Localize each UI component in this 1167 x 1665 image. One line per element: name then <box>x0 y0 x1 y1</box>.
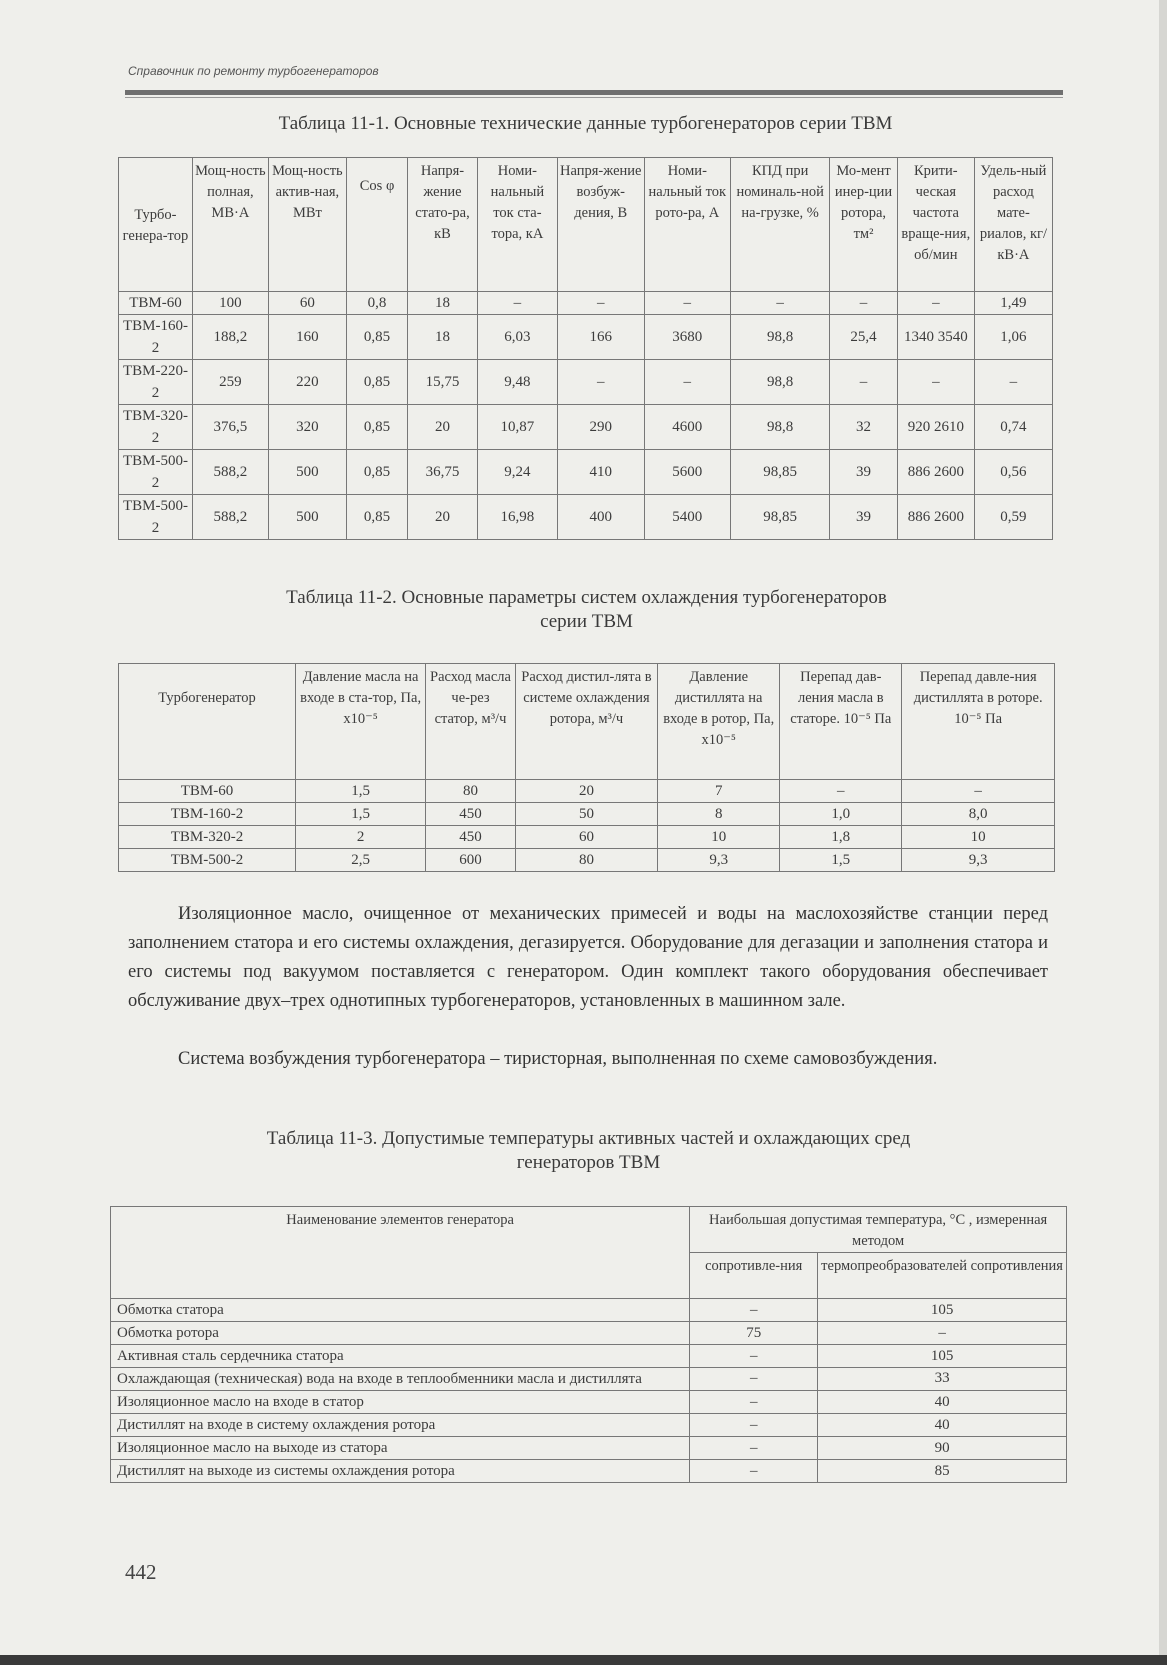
table-cell: – <box>780 780 902 803</box>
table-cell: 18 <box>408 292 478 315</box>
table-row <box>119 803 1055 826</box>
table-cell: – <box>558 360 645 405</box>
table3-header-temp: Наибольшая допустимая температура, °С , измеренная методом <box>690 1207 1067 1253</box>
table-row <box>119 849 1055 872</box>
table-cell: 25,4 <box>830 315 898 360</box>
table-cell: – <box>644 292 731 315</box>
table2-header: Давление дистиллята на входе в ротор, Па, х10⁻⁵ <box>658 664 780 780</box>
table-cell: Обмотка статора <box>111 1299 690 1322</box>
table-cell: 0,85 <box>346 360 407 405</box>
table-cell: ТВМ-500-2 <box>119 495 193 540</box>
table-cell: 80 <box>515 849 657 872</box>
table2-caption-line1: Таблица 11-2. Основные параметры систем охлаждения турбогенераторов <box>286 587 887 608</box>
table-cell: 5400 <box>644 495 731 540</box>
table-cell: 600 <box>426 849 516 872</box>
table-cell: – <box>830 360 898 405</box>
table-cell: ТВМ-160-2 <box>119 315 193 360</box>
table-cell: 9,3 <box>658 849 780 872</box>
table-row <box>111 1437 1067 1460</box>
table1-header: Напря-жение возбуж-дения, В <box>558 158 645 292</box>
table-cell: 98,8 <box>731 315 830 360</box>
table-cell: 500 <box>268 495 346 540</box>
paragraph-1: Изоляционное масло, очищенное от механических примесей и воды на маслохозяйстве станции перед заполнением статора и его системы охлаждения, дегазируется. Оборудование для дегазации и заполнения статора и его системы под вакуумом поставляется с генератором. Один комплект такого оборудования обеспечивает обслуживание двух–трех однотипных турбогенераторов, установленных в машинном зале. <box>128 904 1048 1011</box>
table-cell: 1,0 <box>780 803 902 826</box>
table-cell: 20 <box>408 495 478 540</box>
table-cell: 9,3 <box>902 849 1055 872</box>
table-cell: 1,49 <box>974 292 1052 315</box>
table-cell: – <box>818 1322 1067 1345</box>
table-cell: 0,8 <box>346 292 407 315</box>
table-cell: – <box>830 292 898 315</box>
table-cell: 105 <box>818 1345 1067 1368</box>
table-cell: ТВМ-60 <box>119 780 296 803</box>
table-cell: 588,2 <box>192 495 268 540</box>
table-row <box>111 1299 1067 1322</box>
table-cell: ТВМ-320-2 <box>119 826 296 849</box>
table-cell: – <box>644 360 731 405</box>
table1-header: Удель-ный расход мате-риалов, кг/кВ·А <box>974 158 1052 292</box>
table1-header: Cos φ <box>346 158 407 292</box>
table-cell: – <box>477 292 557 315</box>
table-cell: – <box>690 1460 818 1483</box>
table1-header: Мощ-ность актив-ная, МВт <box>268 158 346 292</box>
table-cell: – <box>558 292 645 315</box>
table-cell: 886 2600 <box>897 495 974 540</box>
table-cell: 0,74 <box>974 405 1052 450</box>
table-row <box>119 826 1055 849</box>
table-cell: ТВМ-500-2 <box>119 849 296 872</box>
table-row <box>119 495 1053 540</box>
table-cell: 100 <box>192 292 268 315</box>
table-cell: 8,0 <box>902 803 1055 826</box>
table-cell: 20 <box>408 405 478 450</box>
table-cell: 32 <box>830 405 898 450</box>
table-cell: 886 2600 <box>897 450 974 495</box>
table2-header: Перепад давле-ния дистиллята в роторе. 10⁻⁵ Па <box>902 664 1055 780</box>
table-cell: 50 <box>515 803 657 826</box>
table-cell: 410 <box>558 450 645 495</box>
table-cell: 1,5 <box>296 803 426 826</box>
table1-header: Мощ-ность полная, МВ·А <box>192 158 268 292</box>
table3-caption <box>110 1127 1067 1175</box>
table-cell: Дистиллят на входе в систему охлаждения ротора <box>111 1414 690 1437</box>
table-cell: 39 <box>830 495 898 540</box>
table-row <box>111 1345 1067 1368</box>
table1-header: Номи-нальный ток ста-тора, кА <box>477 158 557 292</box>
table-cell: 105 <box>818 1299 1067 1322</box>
table-cell: – <box>690 1391 818 1414</box>
table-cell: 2 <box>296 826 426 849</box>
table-cell: 160 <box>268 315 346 360</box>
table-cell: 0,85 <box>346 450 407 495</box>
table-cell: 40 <box>818 1414 1067 1437</box>
table-row <box>119 405 1053 450</box>
table-cell: 98,85 <box>731 450 830 495</box>
table-cell: Активная сталь сердечника статора <box>111 1345 690 1368</box>
table-row <box>111 1391 1067 1414</box>
table-cell: 36,75 <box>408 450 478 495</box>
table-cell: 0,59 <box>974 495 1052 540</box>
paragraph-2: Система возбуждения турбогенератора – тиристорная, выполненная по схеме самовозбуждения. <box>178 1049 938 1069</box>
table-cell: 320 <box>268 405 346 450</box>
table-cell: ТВМ-320-2 <box>119 405 193 450</box>
table-cell: 1340 3540 <box>897 315 974 360</box>
table-cell: 5600 <box>644 450 731 495</box>
table-cell: Изоляционное масло на выходе из статора <box>111 1437 690 1460</box>
table2-header: Расход дистил-лята в системе охлаждения ротора, м³/ч <box>515 664 657 780</box>
table1-header: Напря-жение стато-ра, кВ <box>408 158 478 292</box>
table-cell: 290 <box>558 405 645 450</box>
table-cell: 8 <box>658 803 780 826</box>
table1-caption: Таблица 11-1. Основные технические данные турбогенераторов серии ТВМ <box>278 113 893 134</box>
table-cell: 259 <box>192 360 268 405</box>
table-cell: 16,98 <box>477 495 557 540</box>
header-rule <box>125 90 1063 95</box>
table-cell: 188,2 <box>192 315 268 360</box>
table-cell: Охлаждающая (техническая) вода на входе в теплообменники масла и дистиллята <box>111 1368 690 1391</box>
table-cell: 0,85 <box>346 405 407 450</box>
table2 <box>118 663 1055 872</box>
table-cell: 10 <box>658 826 780 849</box>
table3-header-resist: сопротивле-ния <box>690 1253 818 1299</box>
table2-header: Перепад дав-ления масла в статоре. 10⁻⁵ Па <box>780 664 902 780</box>
table2-header: Турбогенератор <box>119 664 296 780</box>
table1-header: Номи-нальный ток рото-ра, А <box>644 158 731 292</box>
table-cell: 98,85 <box>731 495 830 540</box>
table-cell: 1,5 <box>296 780 426 803</box>
table-row <box>111 1460 1067 1483</box>
table-cell: 500 <box>268 450 346 495</box>
table-cell: – <box>902 780 1055 803</box>
table2-caption <box>118 586 1055 634</box>
table-cell: 0,85 <box>346 315 407 360</box>
table2-header-row <box>119 664 1055 780</box>
table-cell: 9,48 <box>477 360 557 405</box>
table3-caption-line1: Таблица 11-3. Допустимые температуры активных частей и охлаждающих сред <box>266 1128 911 1149</box>
table-cell: 0,85 <box>346 495 407 540</box>
table3-caption-line2: генераторов ТВМ <box>516 1152 661 1173</box>
table1-header: КПД при номиналь-ной на-грузке, % <box>731 158 830 292</box>
table-cell: 15,75 <box>408 360 478 405</box>
table3-header-row <box>111 1207 1067 1253</box>
table-cell: 400 <box>558 495 645 540</box>
table1-header-row <box>119 158 1053 292</box>
table-cell: – <box>690 1414 818 1437</box>
header-rule-thin <box>125 97 1063 98</box>
table-cell: 60 <box>515 826 657 849</box>
table-cell: 18 <box>408 315 478 360</box>
table-cell: 90 <box>818 1437 1067 1460</box>
running-head: Справочник по ремонту турбогенераторов <box>128 64 379 78</box>
table3-header-name: Наименование элементов генератора <box>111 1207 690 1299</box>
table-cell: 220 <box>268 360 346 405</box>
table-cell: 40 <box>818 1391 1067 1414</box>
table-cell: 39 <box>830 450 898 495</box>
table-row <box>111 1414 1067 1437</box>
table-cell: 9,24 <box>477 450 557 495</box>
table-row <box>119 315 1053 360</box>
table-cell: 60 <box>268 292 346 315</box>
table-row <box>111 1322 1067 1345</box>
table-cell: 98,8 <box>731 360 830 405</box>
table-cell: – <box>690 1345 818 1368</box>
table-row <box>119 360 1053 405</box>
table-cell: 2,5 <box>296 849 426 872</box>
table-row <box>111 1368 1067 1391</box>
table-cell: ТВМ-220-2 <box>119 360 193 405</box>
table2-caption-line2: серии ТВМ <box>540 611 633 632</box>
table-cell: – <box>690 1368 818 1391</box>
table-row <box>119 450 1053 495</box>
table-cell: – <box>731 292 830 315</box>
table-row <box>119 292 1053 315</box>
table-cell: – <box>897 292 974 315</box>
table-cell: – <box>690 1437 818 1460</box>
table-row <box>119 780 1055 803</box>
table-cell: 6,03 <box>477 315 557 360</box>
table-cell: 450 <box>426 826 516 849</box>
table1 <box>118 157 1053 540</box>
table-cell: 3680 <box>644 315 731 360</box>
table-cell: 80 <box>426 780 516 803</box>
table2-header: Расход масла че-рез статор, м³/ч <box>426 664 516 780</box>
page-number: 442 <box>125 1560 157 1584</box>
table-cell: ТВМ-60 <box>119 292 193 315</box>
table-cell: 4600 <box>644 405 731 450</box>
table-cell: 0,56 <box>974 450 1052 495</box>
table-cell: – <box>897 360 974 405</box>
table3 <box>110 1206 1067 1483</box>
table-cell: 7 <box>658 780 780 803</box>
table2-header: Давление масла на входе в ста-тор, Па, х10⁻⁵ <box>296 664 426 780</box>
table-cell: 75 <box>690 1322 818 1345</box>
table-cell: – <box>690 1299 818 1322</box>
table-cell: 1,5 <box>780 849 902 872</box>
table1-header: Крити-ческая частота враще-ния, об/мин <box>897 158 974 292</box>
table-cell: 1,06 <box>974 315 1052 360</box>
table-cell: Обмотка ротора <box>111 1322 690 1345</box>
table-cell: 33 <box>818 1368 1067 1391</box>
table1-header: Турбо-генера-тор <box>119 158 193 292</box>
table-cell: ТВМ-160-2 <box>119 803 296 826</box>
table-cell: 98,8 <box>731 405 830 450</box>
table-cell: 588,2 <box>192 450 268 495</box>
table-cell: 20 <box>515 780 657 803</box>
table-cell: Изоляционное масло на входе в статор <box>111 1391 690 1414</box>
table-cell: Дистиллят на выходе из системы охлаждения ротора <box>111 1460 690 1483</box>
table3-header-thermo: термопреобразователей сопротивления <box>818 1253 1067 1299</box>
table-cell: 1,8 <box>780 826 902 849</box>
table-cell: 10 <box>902 826 1055 849</box>
table-cell: 10,87 <box>477 405 557 450</box>
table-cell: 376,5 <box>192 405 268 450</box>
table-cell: 450 <box>426 803 516 826</box>
table1-header: Мо-мент инер-ции ротора, тм² <box>830 158 898 292</box>
table-cell: ТВМ-500-2 <box>119 450 193 495</box>
table-cell: 920 2610 <box>897 405 974 450</box>
table-cell: 85 <box>818 1460 1067 1483</box>
table-cell: – <box>974 360 1052 405</box>
table-cell: 166 <box>558 315 645 360</box>
